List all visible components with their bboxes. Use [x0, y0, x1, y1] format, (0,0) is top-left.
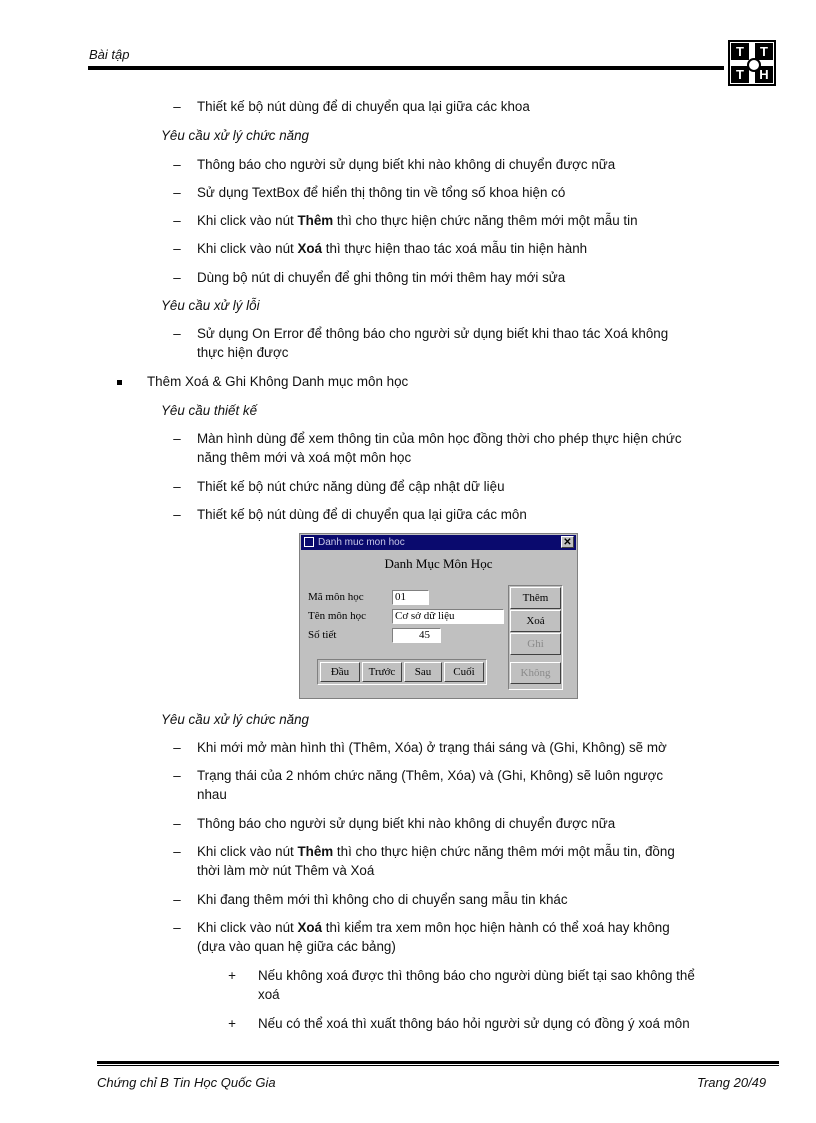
list-item: Thiết kế bộ nút dùng để di chuyển qua lại giữa các môn: [197, 507, 527, 522]
dau-button[interactable]: Đầu: [320, 662, 360, 682]
so-tiet-input[interactable]: 45: [392, 628, 441, 643]
footer-page-number: Trang 20/49: [697, 1075, 767, 1090]
field-label-ma-mon-hoc: Mã môn học: [308, 591, 364, 603]
dash-marker: –: [173, 479, 181, 494]
plus-marker: +: [228, 968, 236, 983]
sau-button[interactable]: Sau: [404, 662, 442, 682]
dash-marker: –: [173, 892, 181, 907]
tt-th-logo: [728, 40, 776, 86]
footer-rule-thin: [97, 1065, 779, 1066]
list-item-continuation: nhau: [197, 787, 227, 802]
dash-marker: –: [173, 241, 181, 256]
list-item: Khi mới mở màn hình thì (Thêm, Xóa) ở trạng thái sáng và (Ghi, Không) sẽ mờ: [197, 740, 667, 755]
sub-list-item: Nếu có thể xoá thì xuất thông báo hỏi người sử dụng có đồng ý xoá môn: [258, 1016, 690, 1031]
dash-marker: –: [173, 507, 181, 522]
cuoi-button[interactable]: Cuối: [444, 662, 484, 682]
ghi-button[interactable]: Ghi: [510, 633, 561, 655]
dialog-title: Danh muc mon hoc: [318, 537, 405, 548]
section-heading: Yêu cầu xử lý chức năng: [161, 128, 309, 143]
list-item: Khi click vào nút Xoá thì thực hiện thao tác xoá mẫu tin hiện hành: [197, 241, 588, 256]
dialog-title-bar: [301, 535, 576, 550]
sub-list-item-continuation: xoá: [258, 987, 280, 1002]
subject-dialog: [299, 533, 578, 699]
logo-letter: T: [755, 43, 773, 60]
list-item: Trạng thái của 2 nhóm chức năng (Thêm, Xóa) và (Ghi, Không) sẽ luôn ngược: [197, 768, 664, 783]
footer-course-name: Chứng chỉ B Tin Học Quốc Gia: [97, 1075, 276, 1090]
logo-letter: T: [731, 66, 749, 83]
dash-marker: –: [173, 99, 181, 114]
dash-marker: –: [173, 157, 181, 172]
dash-marker: –: [173, 844, 181, 859]
dash-marker: –: [173, 185, 181, 200]
list-item: Thông báo cho người sử dụng biết khi nào không di chuyển được nữa: [197, 157, 616, 172]
dash-marker: –: [173, 816, 181, 831]
list-item: Sử dụng TextBox để hiển thị thông tin về tổng số khoa hiện có: [197, 185, 566, 200]
dash-marker: –: [173, 326, 181, 341]
ma-mon-hoc-input[interactable]: 01: [392, 590, 429, 605]
list-item: Thông báo cho người sử dụng biết khi nào không di chuyển được nữa: [197, 816, 616, 831]
list-item-continuation: năng thêm mới và xoá một môn học: [197, 450, 412, 465]
field-label-so-tiet: Số tiết: [308, 629, 337, 641]
dash-marker: –: [173, 768, 181, 783]
khong-button[interactable]: Không: [510, 662, 561, 684]
section-heading: Yêu cầu xử lý chức năng: [161, 712, 309, 727]
close-button[interactable]: ✕: [561, 536, 574, 548]
truoc-button[interactable]: Trước: [362, 662, 402, 682]
square-bullet-icon: [117, 380, 122, 385]
list-item: Khi click vào nút Thêm thì cho thực hiện chức năng thêm mới một mẫu tin, đồng: [197, 844, 675, 859]
them-button[interactable]: Thêm: [510, 587, 561, 609]
header-rule: [88, 66, 724, 70]
list-item: Thiết kế bộ nút chức năng dùng để cập nhật dữ liệu: [197, 479, 505, 494]
field-label-ten-mon-hoc: Tên môn học: [308, 610, 367, 622]
sub-list-item: Nếu không xoá được thì thông báo cho người dùng biết tại sao không thể: [258, 968, 695, 983]
list-item: Sử dụng On Error để thông báo cho người sử dụng biết khi thao tác Xoá không: [197, 326, 669, 341]
list-item: Màn hình dùng để xem thông tin của môn học đồng thời cho phép thực hiện chức: [197, 431, 682, 446]
section-heading: Yêu cầu xử lý lỗi: [161, 298, 260, 313]
dash-marker: –: [173, 213, 181, 228]
logo-letter: H: [755, 66, 773, 83]
bullet-item: Thêm Xoá & Ghi Không Danh mục môn học: [147, 374, 409, 389]
logo-letter: T: [731, 43, 749, 60]
list-item: Dùng bộ nút di chuyển để ghi thông tin mới thêm hay mới sửa: [197, 270, 566, 285]
dash-marker: –: [173, 920, 181, 935]
list-item: Khi đang thêm mới thì không cho di chuyển sang mẫu tin khác: [197, 892, 568, 907]
list-item: Khi click vào nút Thêm thì cho thực hiện chức năng thêm mới một mẫu tin: [197, 213, 638, 228]
logo-ring-icon: [747, 58, 761, 72]
window-icon: [304, 537, 314, 547]
list-item: Khi click vào nút Xoá thì kiểm tra xem môn học hiện hành có thể xoá hay không: [197, 920, 670, 935]
footer-rule: [97, 1061, 779, 1064]
dialog-heading: Danh Mục Môn Học: [384, 556, 493, 571]
xoa-button[interactable]: Xoá: [510, 610, 561, 632]
list-item-continuation: thời làm mờ nút Thêm và Xoá: [197, 863, 375, 878]
list-item-continuation: (dựa vào quan hệ giữa các bảng): [197, 939, 396, 954]
list-item-continuation: thực hiện được: [197, 345, 289, 360]
plus-marker: +: [228, 1016, 236, 1031]
page-header-title: Bài tập: [89, 47, 130, 62]
dash-marker: –: [173, 270, 181, 285]
section-heading: Yêu cầu thiết kế: [161, 403, 258, 418]
list-item: Thiết kế bộ nút dùng để di chuyển qua lại giữa các khoa: [197, 99, 530, 114]
dash-marker: –: [173, 740, 181, 755]
ten-mon-hoc-input[interactable]: Cơ sở dữ liệu: [392, 609, 504, 624]
dash-marker: –: [173, 431, 181, 446]
